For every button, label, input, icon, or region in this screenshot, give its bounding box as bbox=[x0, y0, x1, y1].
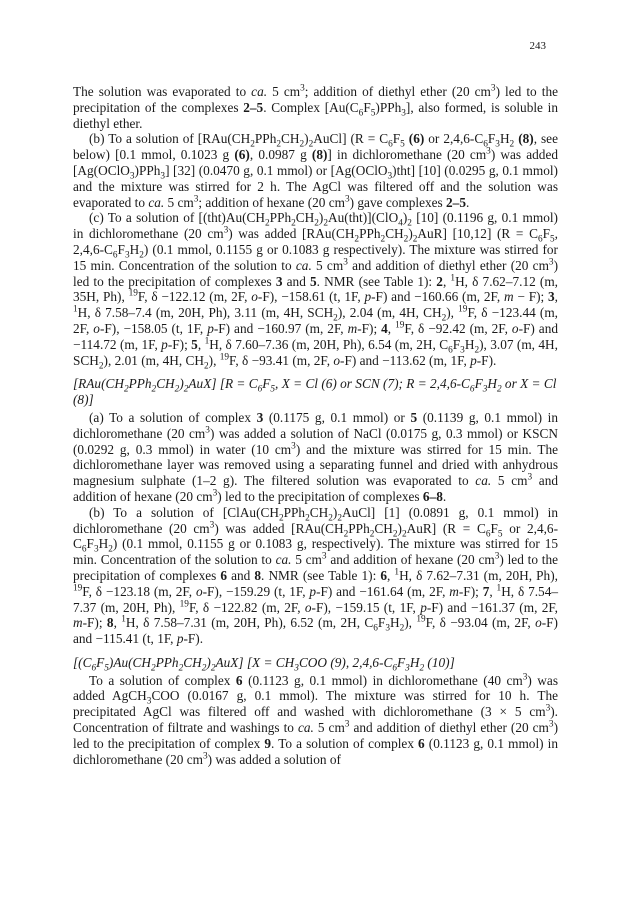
body-paragraph: (b) To a solution of $[RAu(CH_2PPh_2CH_2)_2AuCl] (R = C_6F_5$ (6) or $2,4,6-C_6F_3H_2$ (8), see below) [0.1 mmol, 0.1023 g (6), 0.0987 g (8)] in dichloromethane (20 $cm^3$) was added [Ag(OClO$_3$)PPh$_3$] [32] (0.0470 g, 0.1 mmol) or [Ag(OClO$_3$)tht] [10] (0.0295 g, 0.1 mmol) and the mixture was stirred for 2 h. The AgCl was filtered off and the solution was evaporated to ca. 5 $cm^3$; addition of hexane (20 $cm^3$) gave complexes 2–5. bbox=[73, 131, 559, 210]
body-paragraph: (a) To a solution of complex 3 (0.1175 g, 0.1 mmol) or 5 (0.1139 g, 0.1 mmol) in dichloromethane (20 $cm^3$) was added a solution of NaCl (0.0175 g, 0.3 mmol) or KSCN (0.0292 g, 0.3 mmol) in water (10 $cm^3$) and the mixture was stirred for 15 min. The dichloromethane layer was removed using a separating funnel and dried with anhydrous magnesium sulphate (1–2 g). The filtered solution was evaporated to ca. 5 $cm^3$ and addition of hexane (20 $cm^3$) led to the precipitation of complexes 6–8. bbox=[73, 409, 559, 504]
body-paragraph: (b) To a solution of $[ClAu(CH_2PPh_2CH_2)_2AuCl]$ [1] (0.0891 g, 0.1 mmol) in dichloromethane (20 $cm^3$) was added $[RAu(CH_2PPh_2CH_2)_2AuR] (R = C_6F_5$ or $2,4,6-C_6F_3H_2$) (0.1 mmol, 0.1155 g or 0.1083 g, respectively). The mixture was stirred for 15 min. Concentration of the solution to ca. 5 $cm^3$ and addition of hexane (20 $cm^3$) led to the precipitation of complexes 6 and 8. NMR (see Table 1): 6, $^1$H, δ 7.62–7.31 (m, 20H, Ph), $^{19}$F, δ −123.18 (m, 2F, o-F), −159.29 (t, 1F, p-F) and −161.64 (m, 2F, m-F); 7, $^1$H, δ 7.54–7.37 (m, 20H, Ph), $^{19}$F, δ −122.82 (m, 2F, o-F), −159.15 (t, 1F, p-F) and −161.37 (m, 2F, m-F); 8, $^1$H, δ 7.58–7.31 (m, 20H, Ph), 6.52 (m, 2H, $C_6F_3H_2$), $^{19}$F, δ −93.04 (m, 2F, o-F) and −115.41 (t, 1F, p-F). bbox=[73, 504, 559, 647]
body-paragraph: The solution was evaporated to ca. 5 $cm^3$; addition of diethyl ether (20 $cm^3$) led to the precipitation of the complexes 2–5. Complex $[Au(C_6F_5)PPh_3]$, also formed, is soluble in diethyl ether. bbox=[73, 83, 558, 131]
body-paragraph: To a solution of complex 6 (0.1123 g, 0.1 mmol) in dichloromethane (40 $cm^3$) was added AgCH$_3$COO (0.0167 g, 0.1 mmol). The mixture was stirred for 10 h. The precipitated AgCl was filtered off and washed with dichloromethane (3 × 5 $cm^3$). Concentration of filtrate and washings to ca. 5 $cm^3$ and addition of diethyl ether (20 $cm^3$) led to the precipitation of complex 9. To a solution of complex 6 (0.1123 g, 0.1 mmol) in dichloromethane (20 $cm^3$) was added a solution of bbox=[73, 672, 558, 767]
body-text bbox=[73, 84, 558, 767]
page-number: 243 bbox=[529, 40, 546, 52]
body-paragraph: (c) To a solution of $[(tht)Au(CH_2PPh_2CH_2)_2Au(tht)](ClO_4)_2$ [10] (0.1196 g, 0.1 mmol) in dichloromethane (20 $cm^3$) was added $[RAu(CH_2PPh_2CH_2)_2AuR]$ [10,12] ($R = C_6F_5$, $2,4,6-C_6F_3H_2$) (0.1 mmol, 0.1155 g or 0.1083 g respectively). The mixture was stirred for 15 min. Concentration of the solution to ca. 5 $cm^3$ and addition of diethyl ether (20 $cm^3$) led to the precipitation of complexes 3 and 5. NMR (see Table 1): 2, $^1$H, δ 7.62–7.12 (m, 35H, Ph), $^{19}$F, δ −122.12 (m, 2F, o-F), −158.61 (t, 1F, p-F) and −160.66 (m, 2F, m − F); 3, $^1$H, δ 7.58–7.4 (m, 20H, Ph), 3.11 (m, 4H, $SCH_2$), 2.04 (m, 4H, $CH_2$), $^{19}$F, δ −123.44 (m, 2F, o-F), −158.05 (t, 1F, p-F) and −160.97 (m, 2F, m-F); 4, $^{19}$F, δ −92.42 (m, 2F, o-F) and −114.72 (m, 1F, p-F); 5, $^1$H, δ 7.60–7.36 (m, 20H, Ph), 6.54 (m, 2H, $C_6F_3H_2$), 3.07 (m, 4H, $SCH_2$), 2.01 (m, 4H, $CH_2$), $^{19}$F, δ −93.41 (m, 2F, o-F) and −113.62 (m, 1F, p-F). bbox=[73, 210, 559, 372]
section-heading: $[(C_6F_5)Au(CH_2PPh_2CH_2)_2AuX] [X = CH_3COO$ (9), $2,4,6-C_6F_3H_2$ (10)] bbox=[73, 654, 455, 674]
section-heading: $[RAu(CH_2PPh_2CH_2)_2AuX] [R = C_6F_5$, X = Cl (6) or SCN (7); $R = 2,4,6-C_6F_3H_2$ or X = Cl (8)] bbox=[73, 376, 557, 408]
